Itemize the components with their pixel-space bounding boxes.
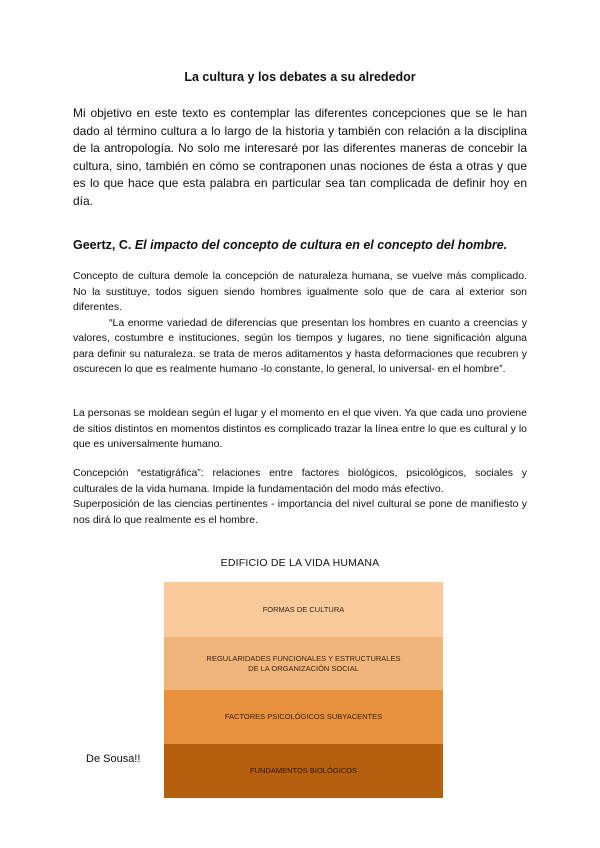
notes-block-3 bbox=[73, 466, 527, 528]
side-note: De Sousa!! bbox=[86, 753, 141, 765]
diagram-title: EDIFICIO DE LA VIDA HUMANA bbox=[220, 557, 380, 569]
intro-paragraph: Mi objetivo en este texto es contemplar las diferentes concepciones que se le han dado al término cultura a lo largo de la historia y también con relación a la disciplina de la antropología. No solo me interesaré por las diferentes maneras de concebir la cultura, sino, también en cómo se contraponen unas nociones de ésta a otras y que es lo que hace que esta palabra en particular sea tan complicada de definir hoy en día. bbox=[73, 106, 527, 208]
heading-work-title: El impacto del concepto de cultura en el concepto del hombre. bbox=[134, 238, 508, 252]
heading-author: Geertz, C. bbox=[73, 238, 135, 252]
paragraph-people: La personas se moldean según el lugar y el momento en el que viven. Ya que cada uno proviene de sitios distintos en momentos distintos es complicado trazar la línea entre lo que es cultural y lo que es universalmente humano. bbox=[73, 407, 527, 450]
document-title: La cultura y los debates a su alrededor bbox=[184, 70, 416, 84]
paragraph-superposition: Superposición de las ciencias pertinentes - importancia del nivel cultural se pone de manifiesto y nos dirá lo que realmente es el hombre. bbox=[73, 498, 527, 526]
quote-paragraph: “La enorme variedad de diferencias que presentan los hombres en cuanto a creencias y valores, costumbre e instituciones, según los tiempos y lugares, no tiene significación alguna para definir su naturaleza. se trata de meros aditamentos y hasta deformaciones que recubren y oscurecen lo que es realmente humano -lo constante, lo general, lo universal- en el hombre”. bbox=[73, 316, 527, 375]
layer-biological-foundations: FUNDAMENTOS BIOLÓGICOS bbox=[164, 744, 443, 798]
notes-block-2 bbox=[73, 406, 527, 453]
layer-culture-forms: FORMAS DE CULTURA bbox=[164, 582, 443, 637]
notes-block-1 bbox=[73, 269, 527, 378]
paragraph-concept: Concepto de cultura demole la concepción de naturaleza humana, se vuelve más complicado. No la sustituye, todos siguen siendo hombres igualmente solo que de cara al exterior son diferentes. bbox=[73, 270, 527, 313]
life-building-diagram bbox=[164, 582, 443, 798]
layer-social-organization: REGULARIDADES FUNCIONALES Y ESTRUCTURALES DE LA ORGANIZACIÓN SOCIAL bbox=[164, 637, 443, 690]
layer-psychological-factors: FACTORES PSICOLÓGICOS SUBYACENTES bbox=[164, 690, 443, 744]
paragraph-stratigraphic: Concepción “estatigráfica”: relaciones entre factores biológicos, psicológicos, sociales y culturales de la vida humana. Impide la fundamentación del modo más efectivo. bbox=[73, 467, 527, 495]
section-heading bbox=[73, 238, 533, 252]
